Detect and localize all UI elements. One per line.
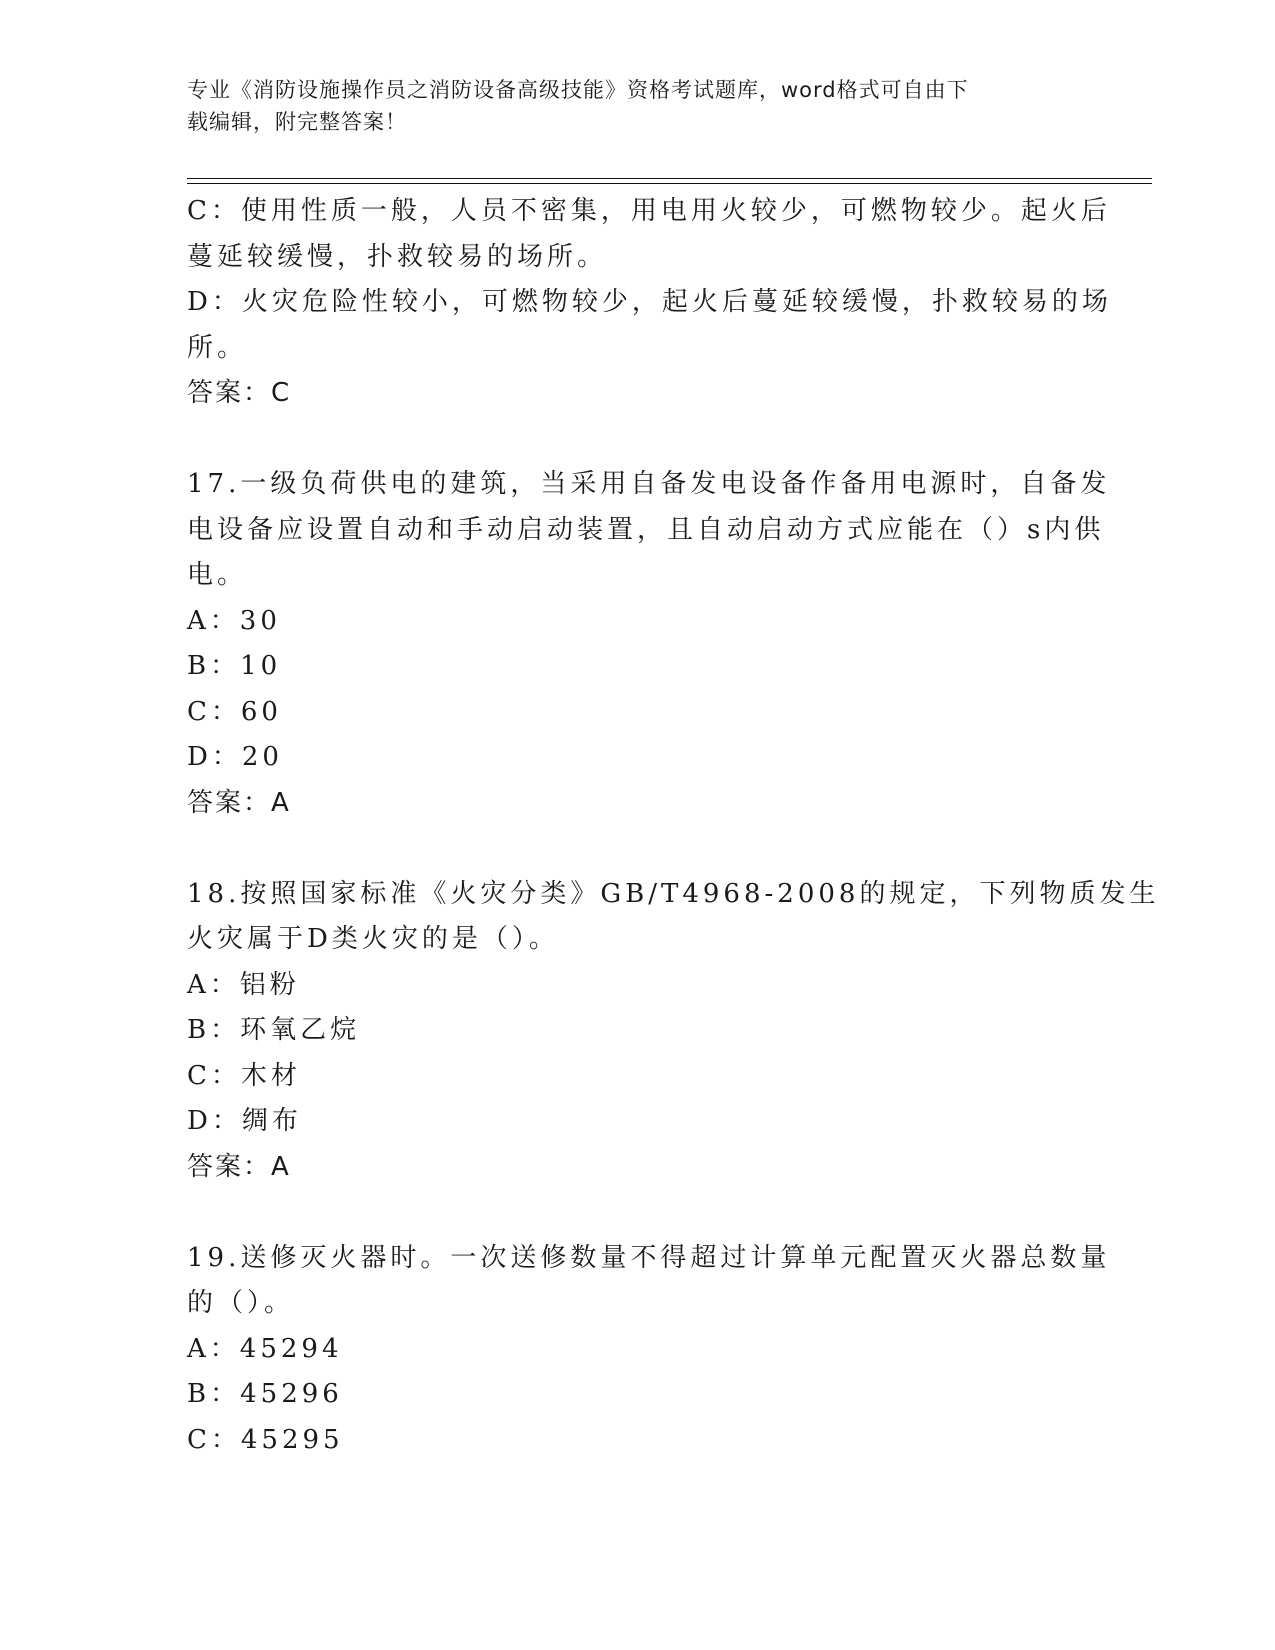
spacer (187, 417, 1067, 463)
question-18 (187, 872, 1160, 1191)
spacer (187, 1190, 1067, 1236)
option-c: C：60 (187, 696, 282, 727)
question-stem-line-1: 19.送修灭火器时。一次送修数量不得超过计算单元配置灭火器总数量 (187, 1242, 1111, 1273)
question-content (187, 189, 1160, 1463)
option-c-line-1: C：使用性质一般，人员不密集，用电用火较少，可燃物较少。起火后 (187, 196, 1111, 226)
question-stem-line-2: 的（）。 (187, 1288, 295, 1318)
option-a: A：45294 (187, 1333, 343, 1364)
answer: 答案：C (187, 378, 292, 408)
answer: 答案：A (187, 787, 291, 818)
question-stem-line-2: 电设备应设置自动和手动启动装置，且自动启动方式应能在（）s内供 (187, 514, 1105, 545)
header-line-1: 专业《消防设施操作员之消防设备高级技能》资格考试题库，word格式可自由下 (187, 78, 969, 102)
question-stem-line-1: 18.按照国家标准《火灾分类》GB/T4968-2008的规定，下列物质发生 (187, 878, 1160, 909)
option-c: C：木材 (187, 1060, 301, 1091)
option-a: A：30 (187, 605, 281, 636)
header-divider-bottom (187, 183, 1152, 184)
header-divider-top (187, 178, 1152, 179)
question-16-continued (187, 189, 1112, 417)
option-c-line-2: 蔓延较缓慢，扑救较易的场所。 (187, 241, 608, 272)
question-stem-line-2: 火灾属于D类火灾的是（）。 (187, 924, 559, 954)
question-17 (187, 462, 1111, 826)
question-19 (187, 1236, 1111, 1464)
question-stem-line-3: 电。 (187, 560, 248, 590)
option-d-line-2: 所。 (187, 332, 248, 363)
header-line-2: 载编辑，附完整答案！ (187, 110, 407, 134)
option-b: B：10 (187, 651, 282, 681)
option-d: D：绸布 (187, 1106, 302, 1136)
option-d: D：20 (187, 742, 283, 772)
spacer (187, 826, 1067, 872)
option-b: B：环氧乙烷 (187, 1015, 361, 1045)
document-header (187, 74, 1087, 138)
question-stem-line-1: 17.一级负荷供电的建筑，当采用自备发电设备作备用电源时，自备发 (187, 469, 1111, 499)
answer: 答案：A (187, 1151, 291, 1182)
option-d-line-1: D：火灾危险性较小，可燃物较少，起火后蔓延较缓慢，扑救较易的场 (187, 287, 1112, 317)
option-b: B：45296 (187, 1379, 343, 1409)
option-a: A：铝粉 (187, 969, 300, 1000)
option-c: C：45295 (187, 1424, 344, 1455)
